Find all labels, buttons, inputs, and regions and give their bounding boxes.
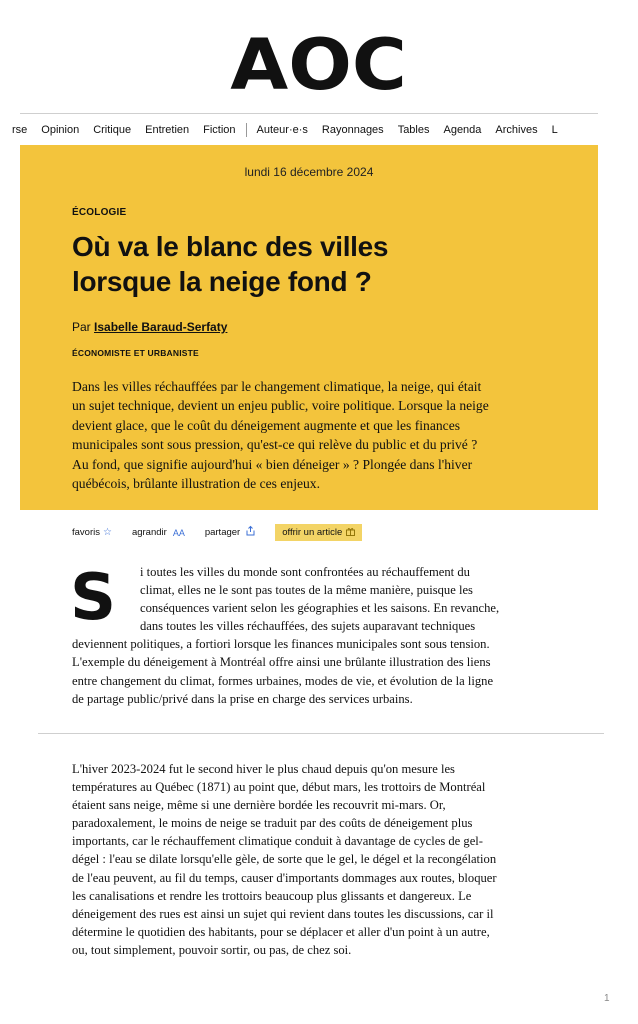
lede-line: québécois, brûlante illustration de ces enjeux. [72,476,321,492]
paragraph-line: i toutes les villes du monde sont confrontées au réchauffement du [140,565,470,579]
main-nav [12,115,598,145]
paragraph-line: dégel : l'eau se dilate lorsqu'elle gèle, de sorte que le gel, le dégel et la recongélation [72,852,497,867]
nav-item-auteurs[interactable]: Auteur·e·s [256,124,308,136]
lede-line: devient glace, que le coût du déneigement augmente et que les finances [72,417,461,433]
text-size-icon: AA [172,527,185,538]
paragraph-line: déneigement des rues est ainsi un sujet qui revient dans toutes les discussions, car il [72,906,494,921]
gift-icon [346,527,355,538]
paragraph-line: dans toutes les villes réchauffées, des sujets auparavant techniques [140,619,476,634]
nav-item-archives[interactable]: Archives [495,124,538,136]
paragraph-line: conséquences varient selon les géographies et les saisons. En revanche, [140,601,500,616]
share-icon [246,526,255,539]
agrandir-button[interactable] [132,527,185,538]
paragraph-line: L'exemple du déneigement à Montréal offre ainsi une brûlante illustration des liens [72,655,491,670]
paragraph-line: L'hiver 2023-2024 fut le second hiver le plus chaud depuis qu'on mesure les [72,762,455,776]
article-category[interactable]: ÉCOLOGIE [72,207,127,218]
offrir-label: offrir un article [282,527,343,538]
article-paragraph-2 [72,760,572,959]
lede-line: Au fond, que signifie aujourd'hui « bien déneiger » ? Plongée dans l'hiver [72,456,473,472]
paragraph-line: ou, tout simplement, pouvoir sortir, ou pas, de chez soi. [72,942,352,957]
paragraph-line: étaient sans neige, même si une dernière bordée les recouvrit mi-mars. Or, [72,798,446,813]
partager-button[interactable] [205,526,255,539]
byline-prefix: Par [72,320,95,334]
paragraph-line: paradoxalement, le moins de neige se traduit par des coûts de déneigement plus [72,816,473,831]
lede-line: Dans les villes réchauffées par le changement climatique, la neige, qui était [72,379,482,394]
aoc-logo[interactable]: AOC [230,24,408,106]
nav-item-entretien[interactable]: Entretien [145,124,190,136]
star-icon: ☆ [102,527,112,538]
author-link[interactable]: Isabelle Baraud-Serfaty [94,320,228,334]
paragraph-line: de partage public/privé dans la prise en charge des services urbains. [72,691,413,706]
partager-label: partager [204,527,241,538]
byline [72,320,227,334]
article-lede [72,377,564,493]
article-toolbar [72,524,362,541]
agrandir-label: agrandir [131,527,167,538]
title-line: Où va le blanc des villes [72,231,389,262]
paragraph-line: climat, elles ne le sont pas toutes de la même manière, puisque les [140,583,473,598]
nav-item-fiction[interactable]: Fiction [203,124,236,136]
nav-item-partial-right[interactable]: L [551,124,558,136]
paragraph-line: les canalisations et rendre les trottoirs beaucoup plus glissants et dangereux. Le [72,888,472,903]
nav-item-critique[interactable]: Critique [93,124,132,136]
paragraph-line: détermine le quotidien des habitants, pour se déplacer et aller d'un point à un autre, [72,924,490,939]
dropcap: S [70,561,117,635]
section-divider [38,733,604,734]
paragraph-line: de l'eau peuvent, au fil du temps, causer d'importants dommages aux routes, bloquer [72,870,497,885]
article-paragraph-1 [72,563,570,708]
lede-line: un sujet technique, devient un enjeu public, voire politique. Lorsque la neige [72,398,489,414]
nav-item-opinion[interactable]: Opinion [41,124,80,136]
article-header [20,145,598,510]
paragraph-line: entre changement du climat, formes urbaines, modes de vie, et évolution de la ligne [72,673,494,688]
favoris-label: favoris [72,527,100,538]
nav-divider [20,113,598,114]
author-role: ÉCONOMISTE ET URBANISTE [72,348,199,358]
article-title [72,229,552,299]
nav-item-agenda[interactable]: Agenda [443,124,482,136]
page-number: 1 [604,993,610,1004]
lede-line: municipales sont sous pression, qu'est-ce qui relève du public et du privé ? [72,437,478,453]
offrir-article-button[interactable] [275,524,362,541]
paragraph-line: deviennent politiques, a fortiori lorsque les finances municipales sont sous tension. [72,637,490,652]
nav-item-rayonnages[interactable]: Rayonnages [321,124,384,136]
paragraph-line: importants, car le réchauffement climatique conduit à davantage de cycles de gel- [72,834,483,849]
nav-item-tables[interactable]: Tables [397,124,430,136]
title-line: lorsque la neige fond ? [72,266,372,297]
nav-separator [246,123,247,137]
favoris-button[interactable] [72,527,112,538]
publication-date: lundi 16 décembre 2024 [244,165,374,179]
paragraph-line: températures au Québec (1871) au point que, début mars, les trottoirs de Montréal [72,780,486,795]
nav-item-partial-left[interactable]: rse [12,124,28,136]
